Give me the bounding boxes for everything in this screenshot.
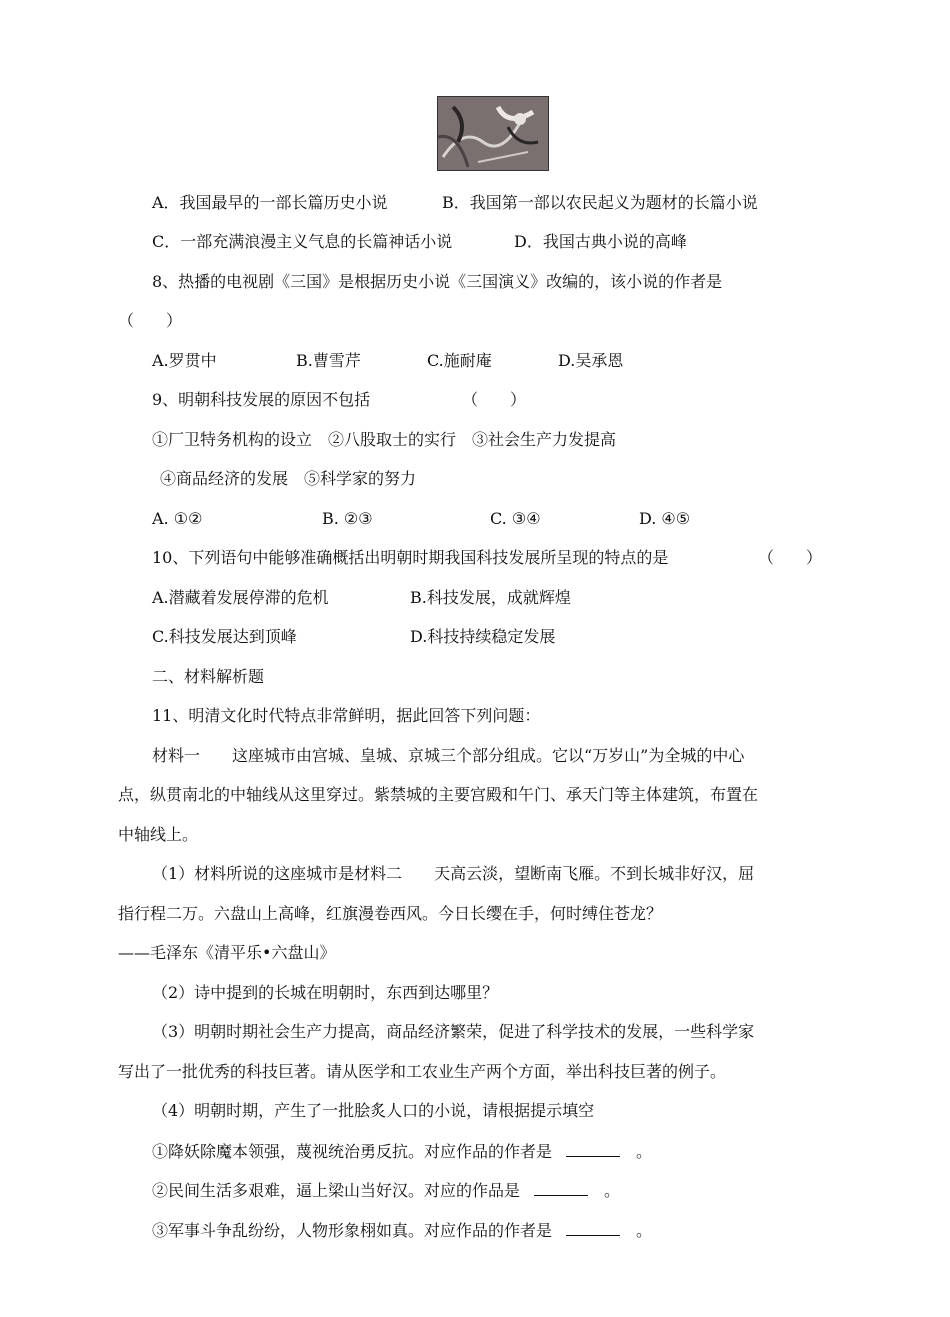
q7-option-b: B．我国第一部以农民起义为题材的长篇小说 bbox=[442, 193, 758, 212]
q10-option-b: B.科技发展，成就辉煌 bbox=[410, 588, 571, 607]
q8-option-c: C.施耐庵 bbox=[427, 351, 492, 370]
q11-part3-line1: （3）明朝时期社会生产力提高，商品经济繁荣，促进了科学技术的发展，一些科学家 bbox=[152, 1022, 755, 1041]
q11-fill-1 bbox=[152, 1140, 652, 1163]
q9-option-d: D. ④⑤ bbox=[639, 509, 691, 528]
fill-1-end: 。 bbox=[636, 1142, 653, 1161]
q9-stem: 9、明朝科技发展的原因不包括 bbox=[152, 390, 371, 409]
q9-items-line1: ①厂卫特务机构的设立 ②八股取士的实行 ③社会生产力发提高 bbox=[152, 430, 617, 449]
q9-option-c: C. ③④ bbox=[490, 509, 541, 528]
q10-option-c: C.科技发展达到顶峰 bbox=[152, 627, 297, 646]
q11-material1-line1: 材料一 这座城市由宫城、皇城、京城三个部分组成。它以“万岁山”为全城的中心 bbox=[152, 746, 745, 765]
q10-answer-paren: （ ） bbox=[758, 548, 823, 567]
q7-option-d: D．我国古典小说的高峰 bbox=[514, 232, 687, 251]
q10-option-a: A.潜藏着发展停滞的危机 bbox=[152, 588, 329, 607]
fill-3-text: ③军事斗争乱纷纷，人物形象栩如真。对应作品的作者是 bbox=[152, 1221, 553, 1240]
illustration-image bbox=[437, 96, 549, 171]
q11-fill-3 bbox=[152, 1219, 652, 1242]
q9-option-a: A. ①② bbox=[152, 509, 203, 528]
q11-material1-line2: 点，纵贯南北的中轴线从这里穿过。紫禁城的主要宫殿和午门、承天门等主体建筑，布置在 bbox=[118, 785, 759, 804]
fill-1-blank[interactable] bbox=[566, 1140, 620, 1157]
fill-3-end: 。 bbox=[636, 1221, 653, 1240]
q7-option-a: A．我国最早的一部长篇历史小说 bbox=[152, 193, 388, 212]
q11-stem: 11、明清文化时代特点非常鲜明，据此回答下列问题： bbox=[152, 706, 541, 725]
fill-3-blank[interactable] bbox=[566, 1219, 620, 1236]
q8-stem: 8、热播的电视剧《三国》是根据历史小说《三国演义》改编的，该小说的作者是 bbox=[152, 272, 723, 291]
section-title: 二、材料解析题 bbox=[152, 667, 265, 686]
sketch-illustration-icon bbox=[438, 97, 548, 170]
q11-part3-line2: 写出了一批优秀的科技巨著。请从医学和工农业生产两个方面，举出科技巨著的例子。 bbox=[118, 1062, 727, 1081]
q11-part4: （4）明朝时期，产生了一批脍炙人口的小说，请根据提示填空 bbox=[152, 1101, 595, 1120]
fill-2-text: ②民间生活多艰难，逼上梁山当好汉。对应的作品是 bbox=[152, 1181, 521, 1200]
q11-part1-line1: （1）材料所说的这座城市是材料二 天高云淡，望断南飞雁。不到长城非好汉，屈 bbox=[152, 864, 755, 883]
q9-answer-paren: （ ） bbox=[462, 390, 527, 409]
q10-option-d: D.科技持续稳定发展 bbox=[410, 627, 556, 646]
q8-option-a: A.罗贯中 bbox=[152, 351, 217, 370]
q11-part2: （2）诗中提到的长城在明朝时，东西到达哪里？ bbox=[152, 983, 499, 1002]
q9-option-b: B. ②③ bbox=[322, 509, 373, 528]
fill-1-text: ①降妖除魔本领强，蔑视统治勇反抗。对应作品的作者是 bbox=[152, 1142, 553, 1161]
q8-answer-paren: （ ） bbox=[118, 311, 183, 330]
fill-2-blank[interactable] bbox=[534, 1179, 588, 1196]
q11-fill-2 bbox=[152, 1179, 620, 1202]
q11-material1-line3: 中轴线上。 bbox=[118, 825, 199, 844]
q11-part1-line2: 指行程二万。六盘山上高峰，红旗漫卷西风。今日长缨在手，何时缚住苍龙？ bbox=[118, 904, 663, 923]
q11-poem-source: ——毛泽东《清平乐•六盘山》 bbox=[118, 943, 336, 962]
q10-stem: 10、下列语句中能够准确概括出明朝时期我国科技发展所呈现的特点的是 bbox=[152, 548, 669, 567]
q7-option-c: C．一部充满浪漫主义气息的长篇神话小说 bbox=[152, 232, 453, 251]
fill-2-end: 。 bbox=[604, 1181, 621, 1200]
q8-option-b: B.曹雪芹 bbox=[296, 351, 361, 370]
q8-option-d: D.吴承恩 bbox=[558, 351, 624, 370]
q9-items-line2: ④商品经济的发展 ⑤科学家的努力 bbox=[160, 469, 417, 488]
